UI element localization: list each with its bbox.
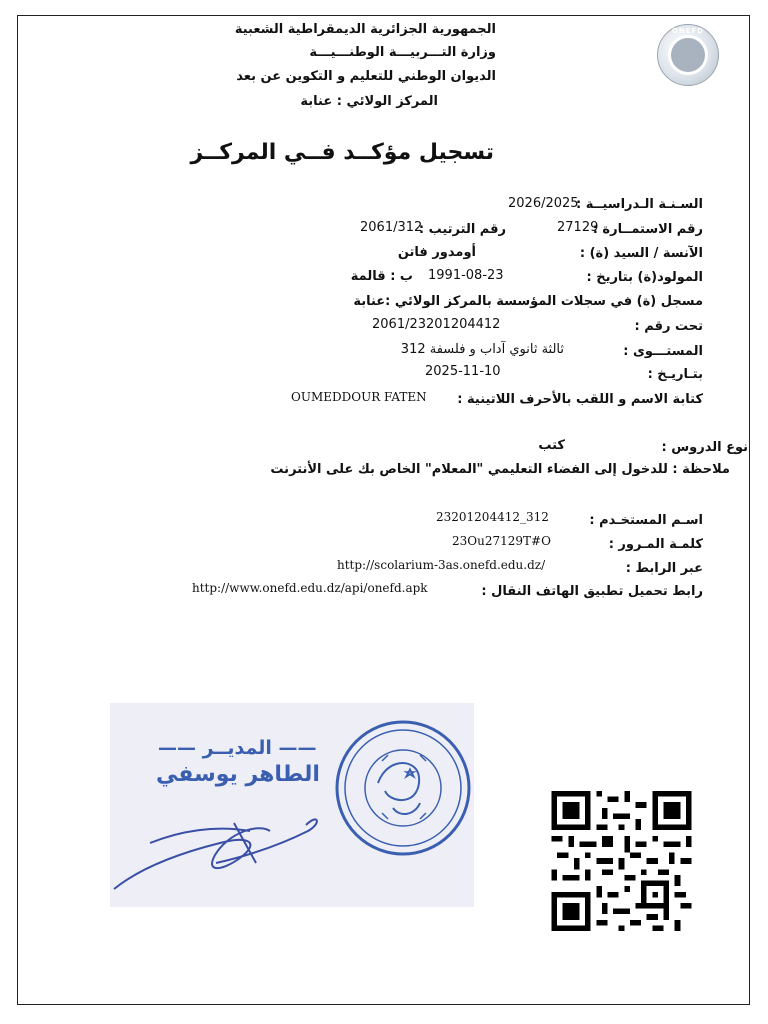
signature-stamp-graphic: [110, 703, 474, 907]
form-number-label: رقم الاستمــارة :: [592, 222, 703, 237]
under-number-label: تحت رقم :: [634, 319, 703, 334]
link-label: عبر الرابط :: [625, 561, 703, 576]
rank-number-value: 2061/312: [360, 220, 423, 235]
app-link-value[interactable]: http://www.onefd.edu.dz/api/onefd.apk: [192, 581, 428, 595]
link-value[interactable]: http://scolarium-3as.onefd.edu.dz/: [337, 558, 546, 572]
date-label: بتـاريـخ :: [647, 367, 703, 382]
level-value: ثالثة ثانوي آداب و فلسفة 312: [400, 342, 564, 357]
lesson-type-value: كتب: [538, 438, 565, 453]
official-stamp-icon: [337, 722, 469, 854]
qr-code-icon: [548, 791, 695, 931]
password-value: 23Ou27129T#O: [452, 534, 551, 548]
logo-text: ONEFD: [671, 27, 705, 35]
password-label: كلمـة المـرور :: [608, 537, 703, 552]
under-number-value: 2061/23201204412: [372, 317, 501, 332]
logo-emblem: [668, 35, 708, 75]
latin-name-value: OUMEDDOUR FATEN: [291, 390, 427, 404]
office-heading: الديوان الوطني للتعليم و التكوين عن بعد: [236, 69, 496, 84]
name-value: أومدور فاتن: [397, 245, 476, 260]
registered-text: مسجل (ة) في سجلات المؤسسة بالمركز الولائي :عنابة: [353, 294, 703, 309]
latin-name-label: كتابة الاسم و اللقب بالأحرف اللاتينية :: [457, 392, 703, 407]
handwritten-signature-icon: [114, 819, 317, 889]
center-heading: المركز الولائي : عنابة: [300, 94, 438, 109]
lesson-type-label: نوع الدروس :: [661, 440, 748, 455]
form-number-value: 27129: [557, 220, 599, 235]
page-title: تسجيل مؤكــد فــي المركــز: [190, 140, 494, 165]
signature-area: [110, 703, 474, 907]
birth-place: ب : قالمة: [350, 269, 413, 284]
academic-year-value: 2026/2025: [508, 196, 579, 211]
date-value: 2025-11-10: [425, 364, 501, 379]
birth-label: المولود(ة) بتاريخ :: [586, 270, 703, 285]
note-text: ملاحظة : للدخول إلى الفضاء التعليمي "المعلام" الخاص بك على الأنترنت: [270, 462, 730, 477]
app-link-label: رابط تحميل تطبيق الهاتف النقال :: [481, 584, 703, 599]
rank-number-label: رقم الترتيب :: [418, 222, 506, 237]
academic-year-label: السـنـة الـدراسيــة :: [576, 197, 703, 212]
level-label: المستـــوى :: [623, 344, 703, 359]
name-label: الآنسة / السيد (ة) :: [579, 246, 703, 261]
username-label: اسـم المستخـدم :: [589, 513, 703, 528]
ministry-heading: وزارة التـــربيـــة الوطنـــيـــة: [309, 45, 496, 60]
birth-date: 1991-08-23: [428, 268, 504, 283]
username-value: 23201204412_312: [436, 510, 549, 524]
director-title: —— المديــر ——: [158, 737, 317, 759]
republic-heading: الجمهورية الجزائرية الديمقراطية الشعبية: [234, 22, 496, 37]
onefd-logo-icon: [657, 24, 719, 86]
director-name: الطاهر يوسفي: [156, 762, 320, 787]
